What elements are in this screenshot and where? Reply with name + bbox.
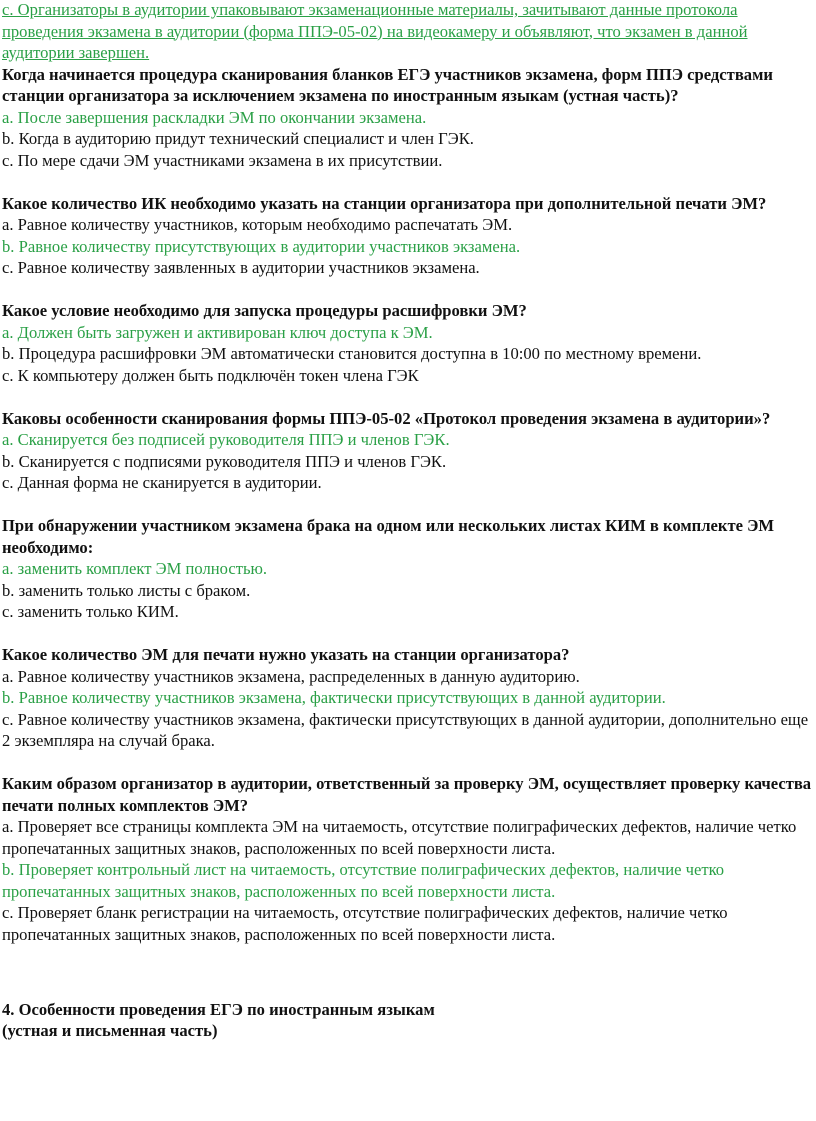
question-list — [2, 64, 812, 946]
question-text: Какое условие необходимо для запуска процедуры расшифровки ЭМ? — [2, 301, 527, 320]
question-block — [2, 193, 812, 279]
answer-option: c. Данная форма не сканируется в аудитории. — [2, 473, 322, 492]
question-block — [2, 644, 812, 752]
question-text: Каковы особенности сканирования формы ППЭ-05-02 «Протокол проведения экзамена в аудитории»? — [2, 408, 771, 428]
answer-option: b. Сканируется с подписями руководителя ППЭ и членов ГЭК. — [2, 451, 447, 471]
answer-option-correct: b. Проверяет контрольный лист на читаемость, отсутствие полиграфических дефектов, наличие четко пропечатанных защитных знаков, расположенных по всей поверхности листа. — [2, 860, 725, 901]
question-text: При обнаружении участником экзамена брака на одном или нескольких листах КИМ в комплекте ЭМ необходимо: — [2, 516, 775, 557]
answer-option: c. Равное количеству участников экзамена, фактически присутствующих в данной аудитории, дополнительно еще 2 экземпляра на случай брака. — [2, 709, 809, 750]
question-block — [2, 773, 812, 945]
question-block — [2, 515, 812, 623]
question-text: Когда начинается процедура сканирования бланков ЕГЭ участников экзамена, форм ППЭ средствами станции организатора за исключением экзамена по иностранным языкам (устная часть)? — [2, 64, 773, 105]
answer-option-correct: b. Равное количеству участников экзамена, фактически присутствующих в данной аудитории. — [2, 688, 666, 707]
section-heading: 4. Особенности проведения ЕГЭ по иностранным языкам — [2, 999, 435, 1019]
intro-answer: c. Организаторы в аудитории упаковывают экзаменационные материалы, зачитывают данные протокола проведения экзамена в аудитории (форма ППЭ-05-02) на видеокамеру и объявляют, что экзамен в данной аудитории завершен. — [2, 0, 748, 62]
answer-option: b. Когда в аудиторию придут технический специалист и член ГЭК. — [2, 129, 474, 148]
answer-option-correct: a. заменить комплект ЭМ полностью. — [2, 559, 268, 578]
answer-option-correct: a. После завершения раскладки ЭМ по окончании экзамена. — [2, 107, 427, 127]
question-text: Каким образом организатор в аудитории, ответственный за проверку ЭМ, осуществляет проверку качества печати полных комплектов ЭМ? — [2, 774, 812, 815]
question-text: Какое количество ИК необходимо указать на станции организатора при дополнительной печати ЭМ? — [2, 193, 767, 213]
answer-option-correct: a. Сканируется без подписей руководителя ППЭ и членов ГЭК. — [2, 430, 450, 449]
answer-option-correct: a. Должен быть загружен и активирован ключ доступа к ЭМ. — [2, 322, 433, 342]
section-subheading: (устная и письменная часть) — [2, 1021, 218, 1040]
question-block — [2, 408, 812, 494]
answer-option-correct: b. Равное количеству присутствующих в аудитории участников экзамена. — [2, 236, 521, 256]
answer-option: c. К компьютеру должен быть подключён токен члена ГЭК — [2, 365, 419, 385]
answer-option: c. Проверяет бланк регистрации на читаемость, отсутствие полиграфических дефектов, наличие четко пропечатанных защитных знаков, расположенных по всей поверхности листа. — [2, 903, 728, 944]
question-block — [2, 300, 812, 386]
answer-option: a. Равное количеству участников экзамена, распределенных в данную аудиторию. — [2, 666, 580, 686]
answer-option: b. Процедура расшифровки ЭМ автоматически становится доступна в 10:00 по местному времени. — [2, 344, 702, 363]
answer-option: c. По мере сдачи ЭМ участниками экзамена в их присутствии. — [2, 150, 443, 170]
answer-option: c. заменить только КИМ. — [2, 602, 179, 621]
answer-option: a. Проверяет все страницы комплекта ЭМ на читаемость, отсутствие полиграфических дефектов, наличие четко пропечатанных защитных знаков, расположенных по всей поверхности листа. — [2, 817, 797, 858]
question-block — [2, 64, 812, 172]
answer-option: b. заменить только листы с браком. — [2, 580, 251, 600]
answer-option: c. Равное количеству заявленных в аудитории участников экзамена. — [2, 258, 480, 277]
answer-option: a. Равное количеству участников, которым необходимо распечатать ЭМ. — [2, 215, 513, 234]
question-text: Какое количество ЭМ для печати нужно указать на станции организатора? — [2, 645, 570, 664]
